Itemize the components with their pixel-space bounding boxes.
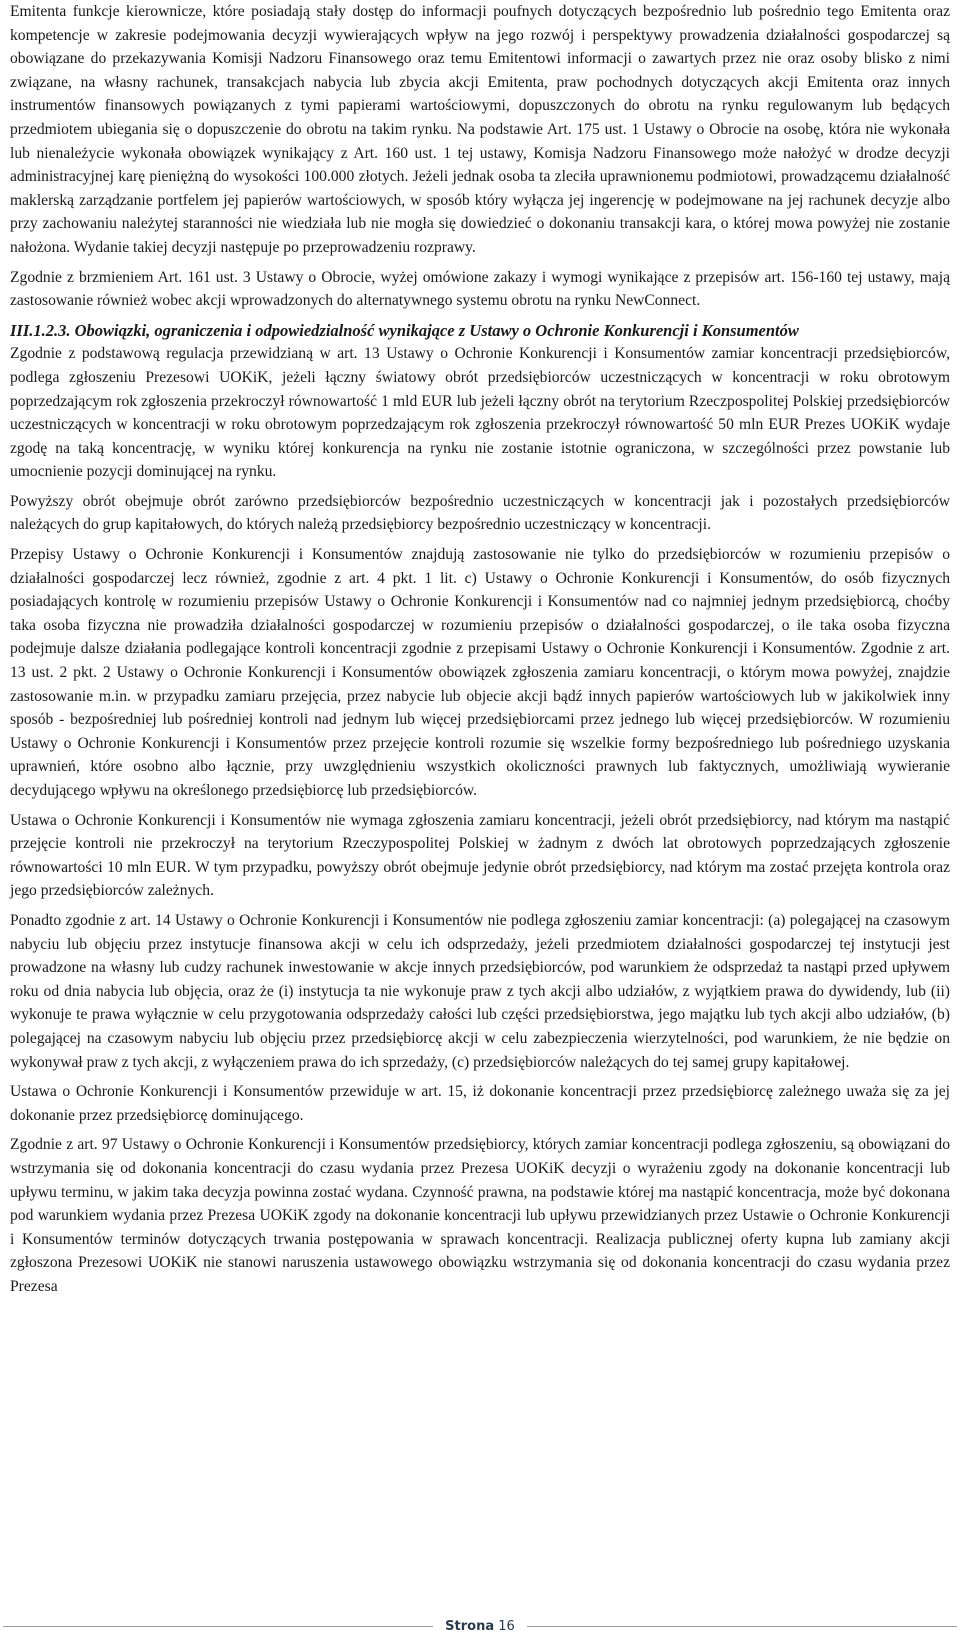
page-number: 16: [498, 1618, 515, 1634]
page-number-label: [445, 1619, 515, 1634]
paragraph: Przepisy Ustawy o Ochronie Konkurencji i Konsumentów znajdują zastosowanie nie tylko do przedsiębiorców w rozumieniu przepisów o działalności gospodarczej lecz również, zgodnie z art. 4 pkt. 1 lit. c) Ustawy o Ochronie Konkurencji i Konsumentów, do osób fizycznych posiadających kontrolę w rozumieniu przepisów Ustawy o Ochronie Konkurencji i Konsumentów nad co najmniej jednym przedsiębiorcą, choćby taka osoba fizyczna nie prowadziła działalności gospodarczej w rozumieniu przepisów o działalności gospodarczej, o ile taka osoba fizyczna podejmuje dalsze działania podlegające kontroli koncentracji zgodnie z przepisami Ustawy o Ochronie Konkurencji i Konsumentów. Zgodnie z art. 13 ust. 2 pkt. 2 Ustawy o Ochronie Konkurencji i Konsumentów obowiązek zgłoszenia zamiaru koncentracji, o którym mowa powyżej, znajdzie zastosowanie m.in. w przypadku zamiaru przejęcia, przez nabycie lub objecie akcji bądź innych papierów wartościowych lub w jakikolwiek inny sposób - bezpośredniej lub pośredniej kontroli nad jednym lub więcej przedsiębiorcami przez jednego lub więcej przedsiębiorców. W rozumieniu Ustawy o Ochronie Konkurencji i Konsumentów przez przejęcie kontroli rozumie się wszelkie formy bezpośredniego lub pośredniego uzyskania uprawnień, które osobno albo łącznie, przy uwzględnieniu wszystkich okoliczności prawnych lub faktycznych, umożliwiają wywieranie decydującego wpływu na określonego przedsiębiorcę lub przedsiębiorców.: [10, 546, 950, 799]
paragraphs-after: [10, 342, 950, 1298]
paragraph: Emitenta funkcje kierownicze, które posiadają stały dostęp do informacji poufnych dotyczących bezpośrednio lub pośrednio tego Emitenta oraz kompetencje w zakresie podejmowania decyzji wywierających wpływ na jego rozwój i perspektywy prowadzenia działalności gospodarczej są obowiązane do przekazywania Komisji Nadzoru Finansowego oraz temu Emitentowi informacji o zawartych przez nie oraz osoby blisko z nimi związane, na własny rachunek, transakcjach nabycia lub zbycia akcji Emitenta, praw pochodnych dotyczących akcji Emitenta oraz innych instrumentów finansowych powiązanych z tymi papierami wartościowymi, dopuszczonych do obrotu na rynku regulowanym lub będących przedmiotem ubiegania się o dopuszczenie do obrotu na takim rynku. Na podstawie Art. 175 ust. 1 Ustawy o Obrocie na osobę, która nie wykonała lub nienależycie wykonała obowiązek wynikający z Art. 160 ust. 1 tej ustawy, Komisja Nadzoru Finansowego może nałożyć w drodze decyzji administracyjnej karę pieniężną do wysokości 100.000 złotych. Jeżeli jednak osoba ta zleciła uprawnionemu podmiotowi, prowadzącemu działalność maklerską zarządzanie portfelem jej papierów wartościowych, w sposób który wyłącza jej ingerencję w podejmowane na jej rachunek decyzje albo przy zachowaniu należytej staranności nie wiedziała lub nie mogła się dowiedzieć o dokonaniu transakcji kara, o której mowa powyżej nie zostanie nałożona. Wydanie takiej decyzji następuje po przeprowadzeniu rozprawy.: [10, 3, 950, 256]
section-number: III.1.2.3.: [10, 320, 71, 340]
page-word: Strona: [445, 1618, 495, 1634]
paragraph: Ustawa o Ochronie Konkurencji i Konsumentów przewiduje w art. 15, iż dokonanie koncentracji przez przedsiębiorcę zależnego uważa się za jej dokonanie przez przedsiębiorcę dominującego.: [10, 1083, 950, 1124]
section-heading: [10, 319, 950, 343]
paragraphs-before: [10, 0, 950, 313]
document-page: [10, 0, 950, 1304]
paragraph: Powyższy obrót obejmuje obrót zarówno przedsiębiorców bezpośrednio uczestniczących w koncentracji jak i pozostałych przedsiębiorców należących do grup kapitałowych, do których należą przedsiębiorcy bezpośrednio uczestniczący w koncentracji.: [10, 492, 950, 534]
paragraph: Ponadto zgodnie z art. 14 Ustawy o Ochronie Konkurencji i Konsumentów nie podlega zgłoszeniu zamiar koncentracji: (a) polegającej na czasowym nabyciu lub objęciu przez instytucje finansowa akcji w celu ich odsprzedaży, jeżeli przedmiotem działalności gospodarczej tej instytucji jest prowadzone na własny lub cudzy rachunek inwestowanie w akcje innych przedsiębiorców, pod warunkiem że odsprzedaż ta nastąpi przed upływem roku od dnia nabycia lub objęcia, oraz że (i) instytucja ta nie wykonuje praw z tych akcji albo udziałów, z wyjątkiem prawa do dywidendy, lub (ii) wykonuje te prawa wyłącznie w celu przygotowania odsprzedaży całości lub części przedsiębiorstwa, jego majątku lub tych akcji albo udziałów, (b) polegającej na czasowym nabyciu lub objęciu przez przedsiębiorcę akcji w celu zabezpieczenia wierzytelności, pod warunkiem, że nie będzie on wykonywał praw z tych akcji, z wyłączeniem prawa do ich sprzedaży, (c) przedsiębiorców należących do tej samej grupy kapitałowej.: [10, 911, 950, 1071]
footer-rule-left: [3, 1626, 433, 1627]
page-footer: [0, 1616, 960, 1636]
paragraph: Zgodnie z brzmieniem Art. 161 ust. 3 Ustawy o Obrocie, wyżej omówione zakazy i wymogi wynikające z przepisów art. 156-160 tej ustawy, mają zastosowanie również wobec akcji wprowadzonych do alternatywnego systemu obrotu na rynku NewConnect.: [10, 268, 950, 310]
paragraph: Ustawa o Ochronie Konkurencji i Konsumentów nie wymaga zgłoszenia zamiaru koncentracji, jeżeli obrót przedsiębiorcy, nad którym ma nastąpić przejęcie kontroli nie przekroczył na terytorium Rzeczypospolitej Polskiej w żadnym z dwóch lat obrotowych poprzedzających zgłoszenie równowartości 10 mln EUR. W tym przypadku, powyższy obrót obejmuje jedynie obrót przedsiębiorcy, nad którym ma zostać przejęta kontrola oraz jego przedsiębiorców zależnych.: [10, 811, 950, 900]
section-title: Obowiązki, ograniczenia i odpowiedzialność wynikające z Ustawy o Ochronie Konkurencji i Konsumentów: [74, 320, 799, 340]
paragraph: Zgodnie z podstawową regulacja przewidzianą w art. 13 Ustawy o Ochronie Konkurencji i Konsumentów zamiar koncentracji przedsiębiorców, podlega zgłoszeniu Prezesowi UOKiK, jeżeli łączny światowy obrót przedsiębiorców uczestniczących w koncentracji w roku obrotowym poprzedzającym rok zgłoszenia przekroczył równowartość 1 mld EUR lub jeżeli łączny obrót na terytorium Rzeczpospolitej Polskiej przedsiębiorców uczestniczących w koncentracji w roku obrotowym poprzedzającym rok zgłoszenia przekroczył równowartość 50 mln EUR Prezes UOKiK wydaje zgodę na taką koncentrację, w wyniku której konkurencja na rynku nie zostanie istotnie ograniczona, w szczególności przez powstanie lub umocnienie pozycji dominującej na rynku.: [10, 345, 950, 481]
paragraph: Zgodnie z art. 97 Ustawy o Ochronie Konkurencji i Konsumentów przedsiębiorcy, których zamiar koncentracji podlega zgłoszeniu, są obowiązani do wstrzymania się od dokonania koncentracji do czasu wydania przez Prezesa UOKiK decyzji o wyrażeniu zgody na dokonanie koncentracji lub upływu terminu, w jakim taka decyzja powinna zostać wydana. Czynność prawna, na podstawie której ma nastąpić koncentracja, może być dokonana pod warunkiem wydania przez Prezesa UOKiK zgody na dokonanie koncentracji lub upływu przewidzianych przez Ustawie o Ochronie Konkurencji i Konsumentów terminów dotyczących trwania postępowania w sprawach koncentracji. Realizacja publicznej oferty kupna lub zamiany akcji zgłoszona Prezesowi UOKiK nie stanowi naruszenia ustawowego obowiązku wstrzymania się od dokonania koncentracji do czasu wydania przez Prezesa: [10, 1136, 950, 1295]
footer-rule-right: [527, 1626, 957, 1627]
